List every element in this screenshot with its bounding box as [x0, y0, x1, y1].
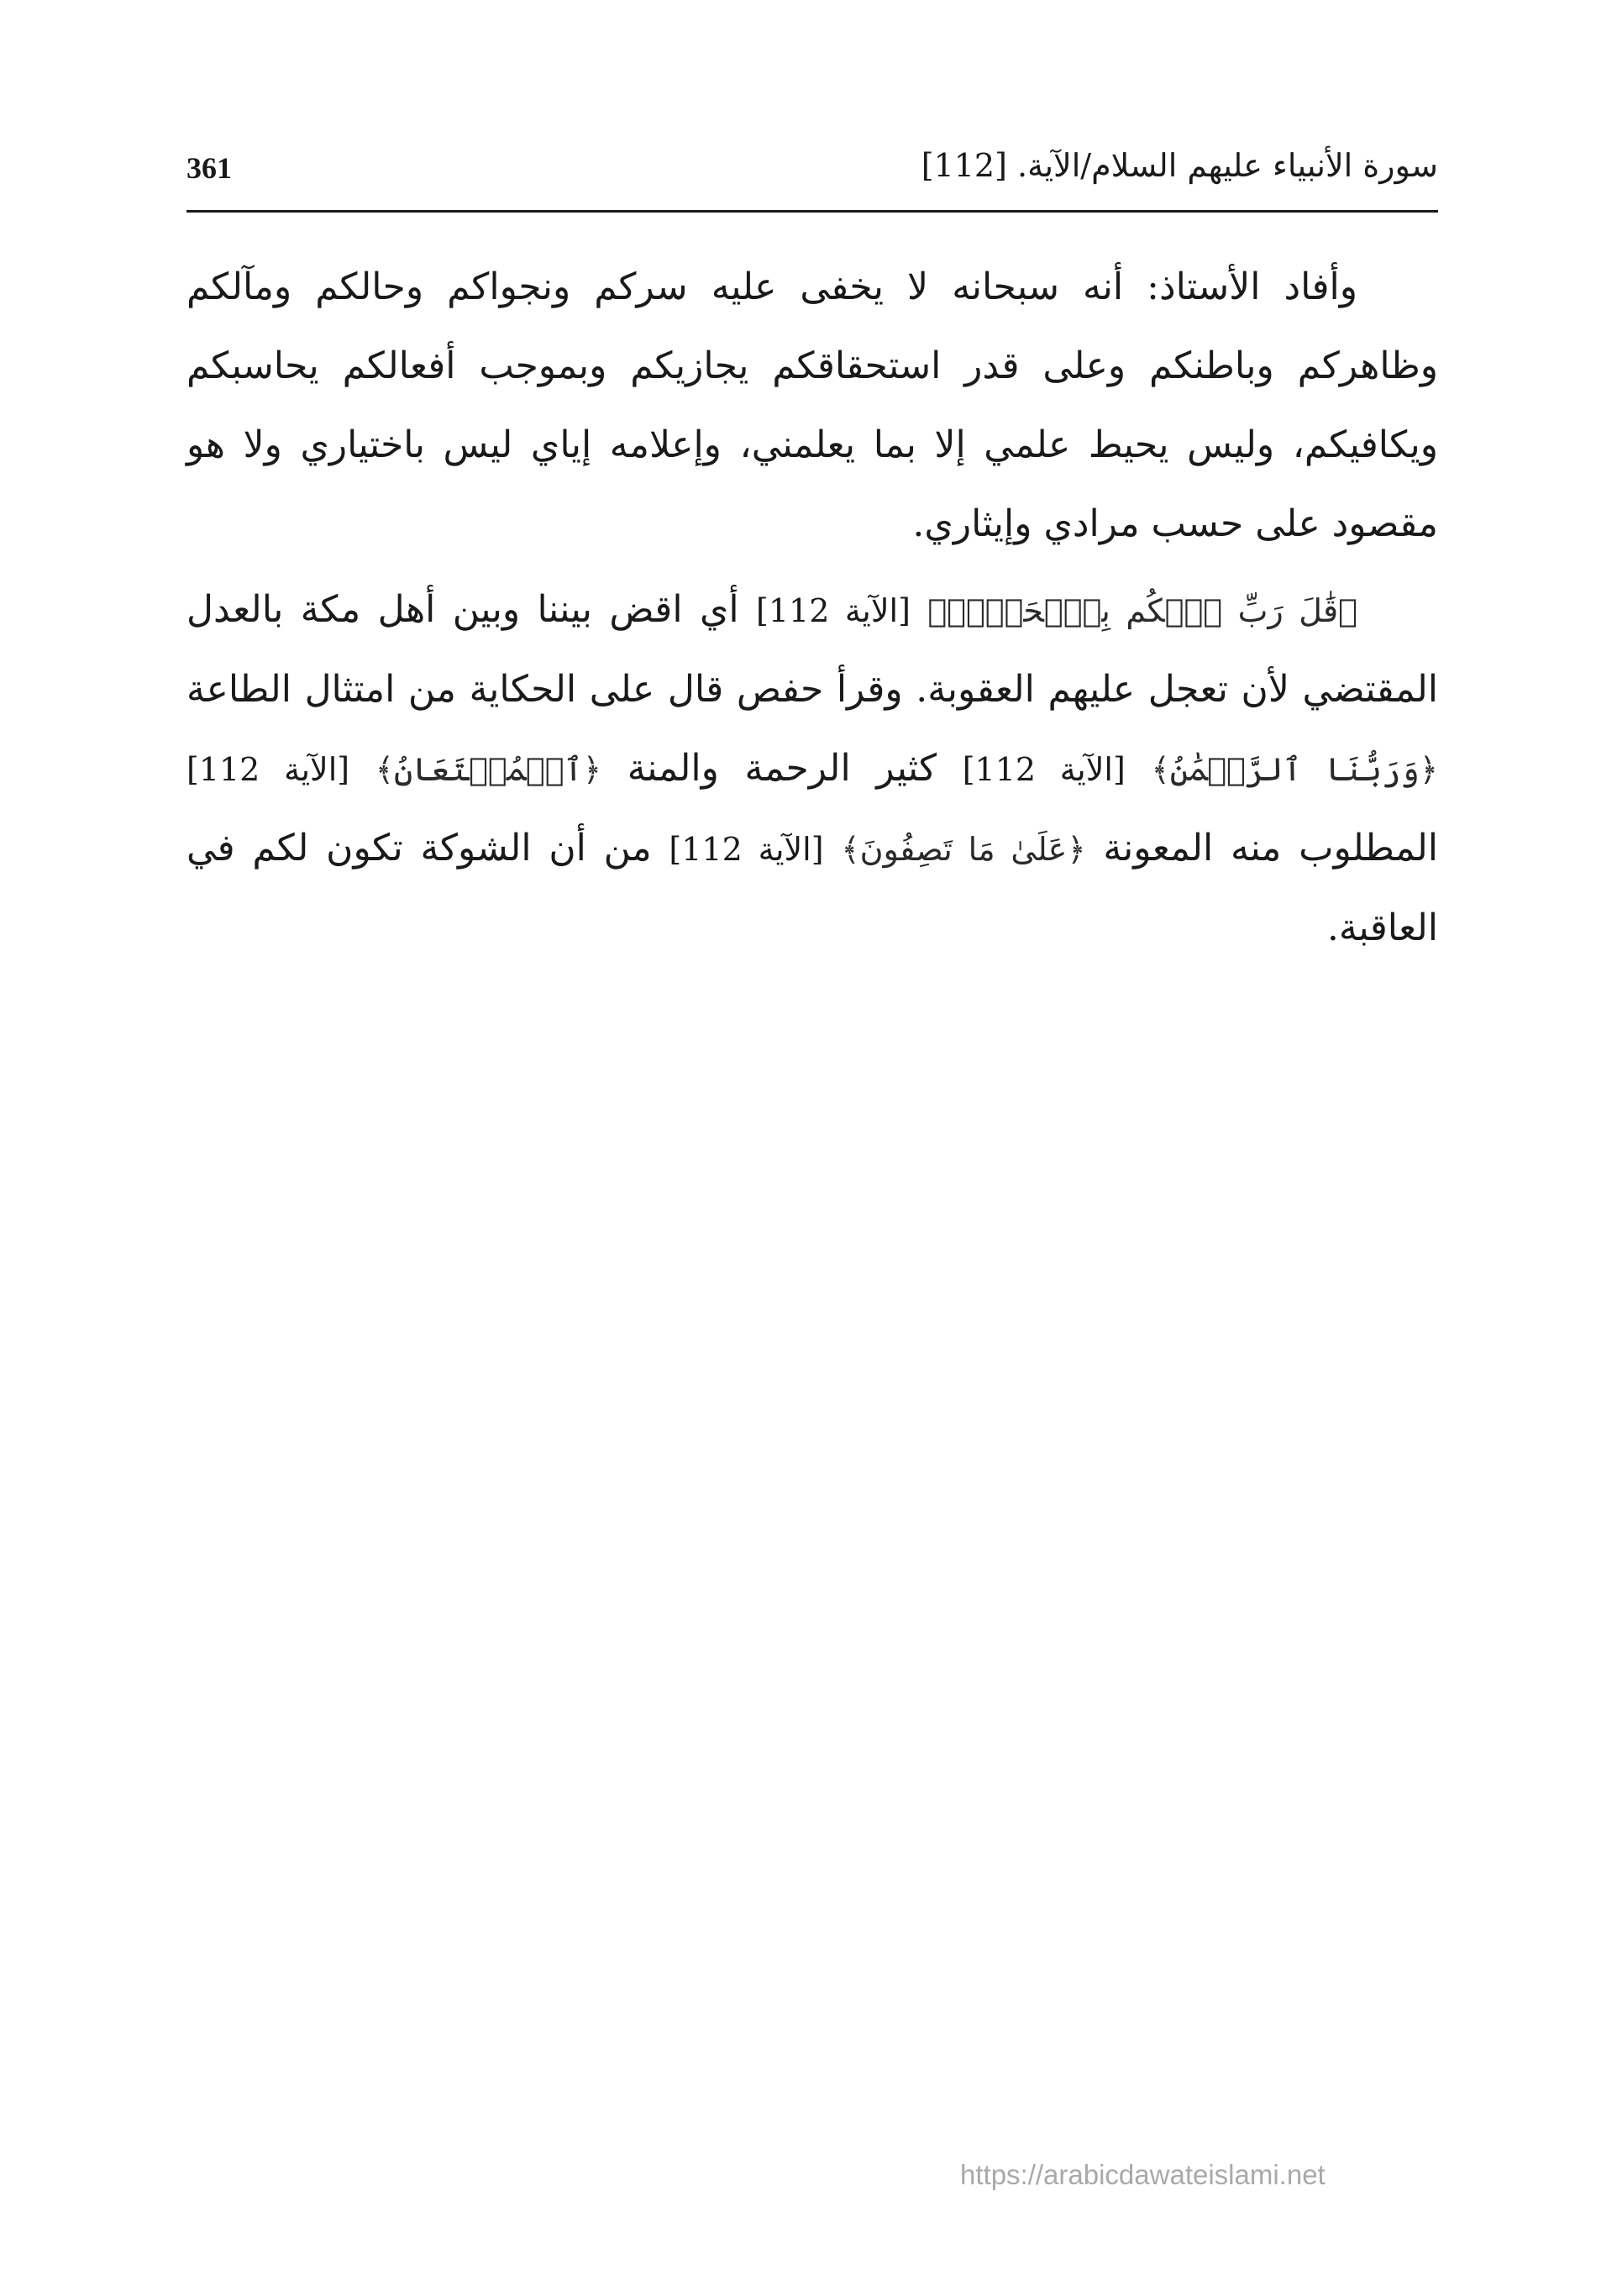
paragraph-commentary: وأفاد الأستاذ: أنه سبحانه لا يخفى عليه سركم ونجواكم وحالكم ومآلكم وظاهركم وباطنكم وعلى قدر استحقاقكم يجازيكم وبموجب أفعالكم يحاسبكم ويكافيكم، وليس يحيط علمي إلا بما يعلمني، وإعلامه إياي ليس باختياري ولا هو مقصود على حسب مرادي وإيثاري.: [186, 265, 1438, 545]
ayah-reference: [الآية 112]: [186, 751, 350, 788]
paragraph-tafsir: [186, 570, 1438, 968]
tafsir-text: كثير الرحمة والمنة: [627, 747, 937, 790]
running-head: [186, 147, 1438, 197]
header-rule: [186, 210, 1438, 213]
tafsir-text: أي اقض بيننا وبين أهل مكة بالعدل المقتضي لأن تعجل عليهم العقوبة. وقرأ حفص قال على الحكاية من امتثال الطاعة: [186, 588, 1438, 711]
ayah-reference: [الآية 112]: [962, 751, 1126, 788]
ayah-reference: [الآية 112]: [756, 592, 911, 629]
quran-verse: ﴿ٱلۡمُسۡتَعَانُ﴾: [375, 751, 602, 788]
watermark-url: https://arabicdawateislami.net: [960, 2159, 1326, 2190]
page-number: 361: [186, 151, 232, 185]
tafsir-text: من أن الشوكة تكون لكم في العاقبة.: [186, 827, 1438, 949]
quran-verse: ﴿عَلَىٰ مَا تَصِفُونَ﴾: [841, 831, 1086, 868]
body-text: [186, 248, 1438, 968]
tafsir-text: المطلوب منه المعونة: [1103, 827, 1438, 870]
quran-verse: ﴿قَٰلَ رَبِّ ٱحۡكُم بِٱلۡحَقِّۗ﴾: [927, 592, 1357, 629]
running-head-title: سورة الأنبياء عليهم السلام/الآية. [112]: [921, 147, 1438, 184]
quran-verse: ﴿وَرَبُّنَا ٱلرَّحۡمَٰنُ﴾: [1151, 751, 1438, 788]
ayah-reference: [الآية 112]: [669, 831, 824, 868]
